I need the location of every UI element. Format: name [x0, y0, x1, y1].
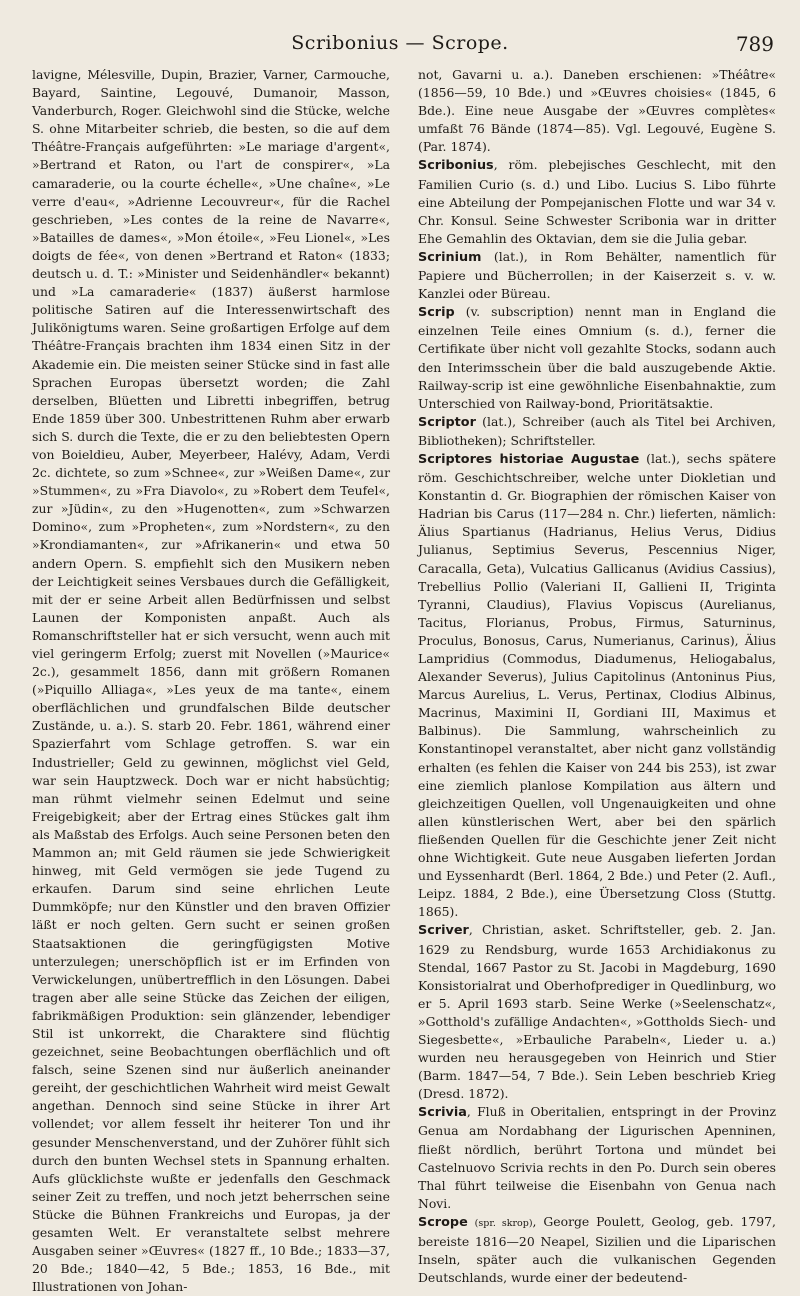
running-title: Scribonius — Scrope. — [291, 32, 509, 54]
right-column — [418, 66, 776, 1287]
headword: Scrip — [418, 305, 455, 321]
entry-scriptores: Scriptores historiae Augustae (lat.), sechs spätere röm. Geschichtschreiber, welche unter Diokletian und Konstantin d. Gr. Biographien der römischen Kaiser von Hadrian bis Carus (117—284 n. Chr.) lieferten, nämlich: Älius Spartianus (Hadrianus, Helius Verus, Didius Julianus, Septimius Severus, Pescennius Niger, Caracalla, Geta), Vulcatius Gallicanus (Avidius Cassius), Trebellius Pollio (Valeriani II, Gallieni II, Triginta Tyranni, Claudius), Flavius Vopiscus (Aurelianus, Tacitus, Florianus, Probus, Firmus, Saturninus, Proculus, Bonosus, Carus, Numerianus, Carinus), Älius Lampridius (Commodus, Diadumenus, Heliogabalus, Alexander Severus), Julius Capitolinus (Antoninus Pius, Marcus Aurelius, L. Verus, Pertinax, Clodius Albinus, Macrinus, Maximini II, Gordiani III, Maximus et Balbinus). Die Sammlung, wahrscheinlich zu Konstantinopel veranstaltet, aber nicht ganz vollständig erhalten (es fehlen die Kaiser von 244 bis 253), ist zwar eine ziemlich planlose Kompilation aus ältern und gleichzeitigen Quellen, voll Ungenauigkeiten und ohne allen künstlerischen Wert, aber bei den spärlich fließenden Quellen für die Geschichte jener Zeit nicht ohne Wichtigkeit. Gute neue Ausgaben lieferten Jordan und Eyssenhardt (Berl. 1864, 2 Bde.) und Peter (2. Aufl., Leipz. 1884, 2 Bde.), eine Übersetzung Closs (Stuttg. 1865). — [418, 450, 776, 920]
entry-scribonius: Scribonius, röm. plebejisches Geschlecht, mit den Familien Curio (s. d.) und Libo. Lucius S. Libo führte eine Abteilung der Pompejanischen Flotte und war 34 v. Chr. Konsul. Seine Schwester Scribonia war in dritter Ehe Gemahlin des Oktavian, dem sie die Julia gebar. — [418, 157, 776, 246]
headword: Scriver — [418, 923, 469, 939]
headword: Scriptor — [418, 414, 476, 430]
entry-scrivia: Scrivia, Fluß in Oberitalien, entspringt in der Provinz Genua am Nordabhang der Ligurischen Apenninen, fließt nördlich, berührt Tortona und mündet bei Castelnuovo Scrivia rechts in den Po. Durch sein oberes Thal führt teilweise die Eisenbahn von Genua nach Novi. — [418, 1104, 776, 1211]
entry-scrope: Scrope (spr. skrop), George Poulett, Geolog, geb. 1797, bereiste 1816—20 Neapel, Sizilien und die Liparischen Inseln, später auch die vulkanischen Gegenden Deutschlands, wurde einer der bedeutend- — [418, 1213, 776, 1286]
page-header — [0, 30, 800, 60]
headword: Scribonius — [418, 158, 494, 174]
headword: Scrinium — [418, 249, 482, 265]
entry-scrip: Scrip (v. subscription) nennt man in England die einzelnen Teile eines Omnium (s. d.), ferner die Certifikate über nicht voll gezahlte Stocks, sodann auch den Interimsschein über die bald auszugebende Aktie. Railway-scrip ist eine gewöhnliche Eisenbahnaktie, zum Unterschied von Railway-bond, Prioritätsaktie. — [418, 304, 776, 411]
entry-scrinium: Scrinium (lat.), in Rom Behälter, namentlich für Papiere und Bücherrollen; in der Kaiserzeit s. v. w. Kanzlei oder Büreau. — [418, 248, 776, 302]
entry-scriver: Scriver, Christian, asket. Schriftsteller, geb. 2. Jan. 1629 zu Rendsburg, wurde 1653 Archidiakonus zu Stendal, 1667 Pastor zu St. Jacobi in Magdeburg, 1690 Konsistorialrat und Oberhofprediger in Quedlinburg, wo er 5. April 1693 starb. Seine Werke (»Seelenschatz«, »Gotthold's zufällige Andachten«, »Gottholds Siech- und Siegesbette«, »Erbauliche Parabeln«, Lieder u. a.) wurden neu herausgegeben von Heinrich und Stier (Barm. 1847—54, 7 Bde.). Sein Leben beschrieb Krieg (Dresd. 1872). — [418, 922, 776, 1102]
headword: Scrivia — [418, 1105, 467, 1121]
entry-scriptor: Scriptor (lat.), Schreiber (auch als Titel bei Archiven, Bibliotheken); Schriftsteller. — [418, 413, 776, 448]
headword: Scrope — [418, 1214, 468, 1230]
entry-continuation: lavigne, Mélesville, Dupin, Brazier, Varner, Carmouche, Bayard, Saintine, Legouvé, Dumanoir, Masson, Vanderburch, Roger. Gleichwohl sind die Stücke, welche S. ohne Mitarbeiter schrieb, die besten, so die auf dem Théâtre-Français aufgeführten: »Le mariage d'argent«, »Bertrand et Raton, ou l'art de conspirer«, »La camaraderie, ou la courte échelle«, »Une chaîne«, »Le verre d'eau«, »Adrienne Lecouvreur«, für die Rachel geschrieben, »Les contes de la reine de Navarre«, »Batailles de dames«, »Mon étoile«, »Feu Lionel«, »Les doigts de fée«, von denen »Bertrand et Raton« (1833; deutsch u. d. T.: »Minister und Seidenhändler« bekannt) und »La camaraderie« (1837) äußerst harmlose politische Satiren auf die Interessenwirtschaft des Julikönigtums waren. Seine großartigen Erfolge auf dem Théâtre-Français brachten ihm 1834 einen Sitz in der Akademie ein. Die meisten seiner Stücke sind in fast alle Sprachen Europas übersetzt worden; die Zahl derselben, Blüetten und Libretti inbegriffen, betrug Ende 1859 über 300. Unbestrittenen Ruhm aber erwarb sich S. durch die Texte, die er zu den beliebtesten Opern von Boieldieu, Auber, Meyerbeer, Halévy, Adam, Verdi 2c. dichtete, so zum »Schnee«, zur »Weißen Dame«, zur »Stummen«, zu »Fra Diavolo«, zu »Robert dem Teufel«, zur »Jüdin«, zu den »Hugenotten«, zum »Schwarzen Domino«, zum »Propheten«, zum »Nordstern«, zu den »Krondiamanten«, zur »Afrikanerin« und etwa 50 andern Opern. S. empfiehlt sich den Musikern neben der Leichtigkeit seines Versbaues durch die Gefälligkeit, mit der er seine Arbeit allen Bedürfnissen und selbst Launen der Komponisten anpaßt. Auch als Romanschriftsteller hat er sich versucht, wenn auch mit viel geringerm Erfolg; zuerst mit Novellen (»Maurice« 2c.), gesammelt 1856, dann mit größern Romanen (»Piquillo Alliaga«, »Les yeux de ma tante«, einem oberflächlichen und grundfalschen Bilde deutscher Zustände, u. a.). S. starb 20. Febr. 1861, während einer Spazierfahrt vom Schlage getroffen. S. war ein Industrieller; Geld zu gewinnen, möglichst viel Geld, war sein Hauptzweck. Doch war er nicht habsüchtig; man rühmt vielmehr seinen Edelmut und seine Freigebigkeit; aber der Ertrag eines Stückes galt ihm als Maßstab des Erfolgs. Auch seine Personen beten den Mammon an; mit Geld räumen sie jede Schwierigkeit hinweg, mit Geld vermögen sie jede Tugend zu erkaufen. Darum sind seine ehrlichen Leute Dummköpfe; nur den Künstler und den braven Offizier läßt er noch gelten. Gern sucht er seinen großen Staatsaktionen die geringfügigsten Motive unterzulegen; unerschöpflich ist er im Erfinden von Verwickelungen, unübertrefflich in den Lösungen. Dabei tragen aber alle seine Stücke das Zeichen der eiligen, fabrikmäßigen Produktion: sein glänzender, lebendiger Stil ist unkorrekt, die Charaktere sind flüchtig gezeichnet, seine Beobachtungen oberflächlich und oft falsch, seine Szenen sind nur äußerlich aneinander gereiht, der geschichtlichen Wahrheit wird meist Gewalt angethan. Dennoch sind seine Stücke in ihrer Art vollendet; vor allem fesselt ihr heiterer Ton und ihr gesunder Menschenverstand, und der Zuhörer fühlt sich durch den bunten Wechsel stets in Spannung erhalten. Aufs glücklichste wußte er jedenfalls den Geschmack seiner Zeit zu treffen, und noch jetzt beherrschen seine Stücke die Bühnen Frankreichs und Europas, ja der gesamten Welt. Er veranstaltete selbst mehrere Ausgaben seiner »Œuvres« (1827 ff., 10 Bde.; 1833—37, 20 Bde.; 1840—42, 5 Bde.; 1853, 16 Bde., mit Illustrationen von Johan- — [32, 67, 390, 1295]
left-column — [32, 66, 390, 1296]
page-number: 789 — [735, 32, 774, 56]
headword: Scriptores historiae Augustae — [418, 451, 640, 467]
pronunciation: (spr. skrop) — [474, 1217, 533, 1229]
entry-continuation: not, Gavarni u. a.). Daneben erschienen: »Théâtre« (1856—59, 10 Bde.) und »Œuvres choisies« (1845, 6 Bde.). Eine neue Ausgabe der »Œuvres complètes« umfaßt 76 Bände (1874—85). Vgl. Legouvé, Eugène S. (Par. 1874). — [418, 67, 776, 155]
